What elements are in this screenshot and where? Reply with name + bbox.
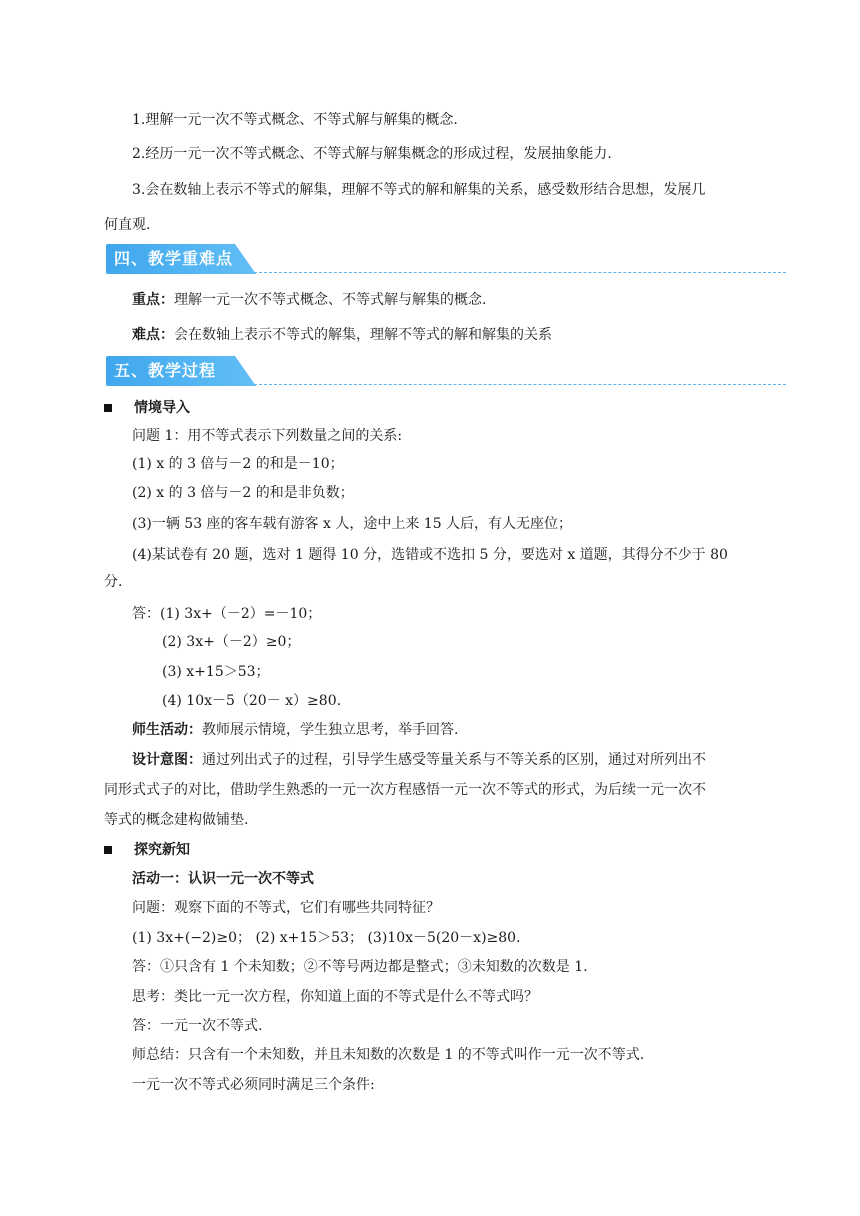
design-intent-line-3: 等式的概念建构做铺垫. — [104, 812, 249, 828]
conditions-intro: 一元一次不等式必须同时满足三个条件: — [132, 1077, 375, 1093]
key-point-label: 重点： — [132, 292, 174, 308]
explore-think-answer: 答：一元一次不等式. — [132, 1018, 263, 1034]
objective-1: 1.理解一元一次不等式概念、不等式解与解集的概念. — [132, 112, 458, 128]
key-point-text: 理解一元一次不等式概念、不等式解与解集的概念. — [174, 292, 487, 308]
section-header-5 — [106, 354, 786, 390]
intro-item-3: (3)一辆 53 座的客车载有游客 x 人，途中上来 15 人后，有人无座位； — [132, 516, 573, 532]
objective-2: 2.经历一元一次不等式概念、不等式解与解集概念的形成过程，发展抽象能力. — [132, 146, 612, 162]
bullet-square-icon — [104, 846, 112, 854]
section-header-4 — [106, 242, 786, 278]
intro-item-4-cont: 分. — [104, 574, 123, 590]
difficulty-text: 会在数轴上表示不等式的解集，理解不等式的解和解集的关系 — [174, 327, 552, 343]
objective-3-cont: 何直观. — [104, 217, 151, 233]
answer-1: 答：(1) 3x+（－2）=－10； — [132, 606, 322, 622]
answer-3: (3) x+15＞53； — [162, 664, 270, 680]
teacher-summary: 师总结：只含有一个未知数，并且未知数的次数是 1 的不等式叫作一元一次不等式. — [132, 1047, 645, 1063]
difficulty-label: 难点： — [132, 327, 174, 343]
section-divider — [254, 272, 786, 273]
activity-label: 师生活动： — [132, 722, 202, 738]
explore-think: 思考：类比一元一次方程，你知道上面的不等式是什么不等式吗？ — [132, 989, 538, 1005]
activity-text: 教师展示情境，学生独立思考，举手回答. — [202, 722, 459, 738]
answer-4: (4) 10x－5（20－ x）≥80. — [162, 693, 342, 709]
design-intent — [132, 750, 706, 770]
key-point — [132, 290, 486, 310]
difficulty-point — [132, 325, 552, 345]
intro-heading: 情境导入 — [134, 400, 190, 416]
objective-3: 3.会在数轴上表示不等式的解集，理解不等式的解和解集的关系，感受数形结合思想，发展几 — [132, 182, 706, 198]
intro-item-2: (2) x 的 3 倍与－2 的和是非负数； — [132, 485, 354, 501]
design-intent-line-1: 通过列出式子的过程，引导学生感受等量关系与不等关系的区别，通过对所列出不 — [202, 752, 706, 768]
teacher-student-activity — [132, 720, 458, 740]
bullet-square-icon — [104, 404, 112, 412]
answer-2: (2) 3x+（－2）≥0； — [162, 634, 301, 650]
explore-question: 问题：观察下面的不等式，它们有哪些共同特征？ — [132, 900, 440, 916]
explore-answer: 答：①只含有 1 个未知数；②不等号两边都是整式；③未知数的次数是 1. — [132, 959, 588, 975]
intro-question: 问题 1：用不等式表示下列数量之间的关系: — [132, 428, 403, 444]
activity-1-title: 活动一：认识一元一次不等式 — [132, 871, 314, 887]
section-title-4: 四、教学重难点 — [114, 249, 234, 268]
explore-inequalities: (1) 3x+(−2)≥0； (2) x+15＞53； (3)10x－5(20－x)≥80. — [132, 930, 521, 946]
section-divider — [254, 384, 786, 385]
explore-heading: 探究新知 — [134, 842, 190, 858]
section-title-5: 五、教学过程 — [114, 361, 217, 380]
design-intent-label: 设计意图： — [132, 752, 202, 768]
design-intent-line-2: 同形式式子的对比，借助学生熟悉的一元一次方程感悟一元一次不等式的形式，为后续一元一次不 — [104, 782, 706, 798]
intro-item-4: (4)某试卷有 20 题，选对 1 题得 10 分，选错或不选扣 5 分，要选对 x 道题，其得分不少于 80 — [132, 547, 728, 563]
intro-item-1: (1) x 的 3 倍与－2 的和是－10； — [132, 456, 344, 472]
